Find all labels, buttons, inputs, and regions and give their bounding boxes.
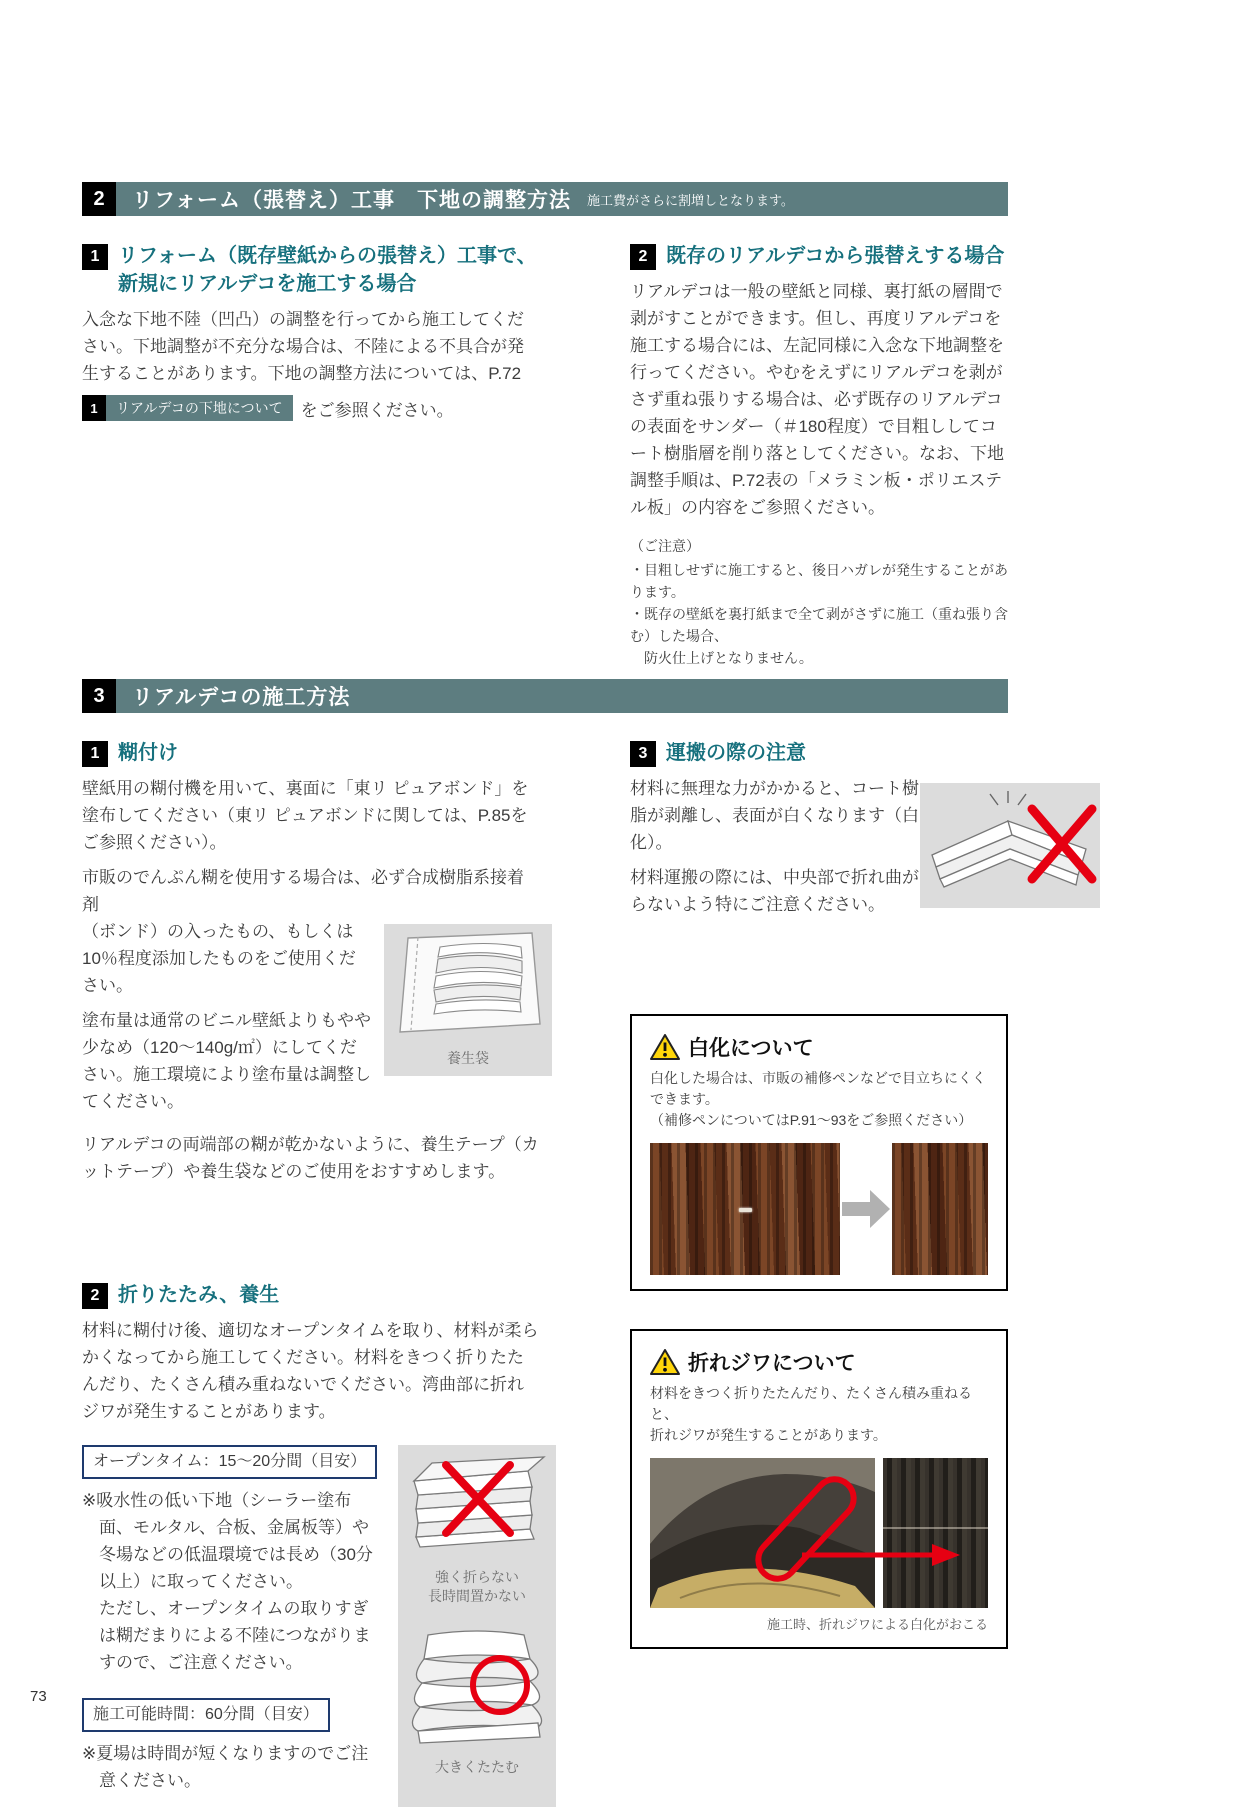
gluing-wrap-zone — [82, 918, 540, 1123]
folding-figures — [398, 1445, 556, 1807]
subsection-title-line2: 新規にリアルデコを施工する場合 — [118, 273, 417, 295]
gluing-paragraph-1: 壁紙用の糊付機を用いて、裏面に「東リ ピュアボンド」を塗布してください（東リ ピュアボンドに関しては、P.85をご参照ください）。 — [82, 779, 529, 852]
folding-note-b: ただし、オープンタイムの取りすぎは糊だまりによる不陸につながりますので、ご注意ください。 — [99, 1599, 371, 1672]
reference-tag[interactable] — [82, 395, 293, 421]
transport-heading — [630, 739, 1008, 767]
folding-note-c: ※夏場は時間が短くなりますのでご注意ください。 — [82, 1744, 369, 1790]
section2-band — [82, 182, 1008, 216]
folding-details-row — [82, 1445, 540, 1807]
gluing-paragraph-4: リアルデコの両端部の糊が乾かないように、養生テープ（カットテープ）や養生袋などのご使用をおすすめします。 — [82, 1135, 539, 1181]
folding-heading — [82, 1281, 540, 1309]
warning-icon — [650, 1348, 680, 1376]
reform-new-body: 入念な下地不陸（凹凸）の調整を行ってから施工してください。下地調整が不充分な場合は、不陸による不具合が発生することがあります。下地の調整方法については、P.72 — [82, 310, 524, 383]
gluing-paragraph-2b: （ボンド）の入ったもの、もしくは10％程度添加したものをご使用ください。 — [82, 922, 356, 995]
subsection-number-badge: 1 — [82, 244, 108, 270]
figure-caption: 養生袋 — [447, 1050, 489, 1066]
subsection-title-line1: 折りたたみ、養生 — [118, 1284, 280, 1306]
subsection-title — [666, 242, 1004, 270]
subsection-title-line1: 糊付け — [118, 742, 178, 764]
crease-title-row — [650, 1347, 988, 1377]
whitening-line-1: 白化した場合は、市販の補修ペンなどで目立ちにくくできます。 — [650, 1070, 986, 1107]
subsection-title — [118, 242, 537, 298]
subsection-number-badge: 3 — [630, 741, 656, 767]
loose-fold-figure — [398, 1625, 556, 1807]
transport-column — [630, 739, 1008, 1807]
section3-band — [82, 679, 1008, 713]
section2-number-badge: 2 — [82, 182, 116, 216]
folding-note-a: ※吸水性の低い下地（シーラー塗布面、モルタル、合板、金属板等）や冬場などの低温環境では長め（30分以上）に取ってください。 — [82, 1491, 373, 1591]
subsection-title — [118, 1281, 279, 1309]
reference-line — [82, 395, 540, 421]
arrow-right-icon — [840, 1184, 892, 1234]
subsection-number-badge: 2 — [630, 244, 656, 270]
subsection-title-line1: 運搬の際の注意 — [666, 742, 806, 764]
section2-columns — [82, 242, 1008, 669]
whitening-info-box — [630, 1014, 1008, 1291]
whitening-title-row — [650, 1032, 988, 1062]
crease-result-photo — [883, 1458, 988, 1608]
subsection-title — [666, 739, 806, 767]
reform-existing-subsection — [630, 242, 1008, 669]
crease-line-2: 折れジワが発生することがあります。 — [650, 1427, 887, 1443]
subsection-title-line1: 既存のリアルデコから張替えする場合 — [666, 245, 1005, 267]
folded-material-photo — [650, 1458, 875, 1608]
loose-fold-illustration — [398, 1625, 556, 1753]
transport-body-1: 材料に無理な力がかかると、コート樹脂が剥離し、表面が白くなります（白化）。 — [630, 779, 919, 852]
caution-item: 防火仕上げとなりません。 — [644, 650, 813, 666]
whitening-before-after — [650, 1143, 988, 1275]
wood-sample-after — [892, 1143, 988, 1275]
arrow-cell — [840, 1184, 892, 1234]
crease-info-box — [630, 1329, 1008, 1649]
reform-new-heading — [82, 242, 540, 298]
figure-caption: 強く折らない 長時間置かない — [428, 1569, 526, 1604]
section3-title: リアルデコの施工方法 — [132, 686, 351, 709]
caution-title: （ご注意） — [630, 538, 700, 554]
folding-notes — [82, 1445, 384, 1807]
page-content — [82, 182, 1008, 1807]
tight-fold-illustration — [398, 1445, 556, 1563]
warning-icon — [650, 1033, 680, 1061]
subsection-title-line1: リフォーム（既存壁紙からの張替え）工事で、 — [118, 245, 537, 267]
protection-bag-illustration — [384, 926, 552, 1044]
transport-block — [630, 775, 1008, 918]
protection-bag-figure — [384, 924, 552, 1076]
reform-existing-body: リアルデコは一般の壁紙と同様、裏打紙の層間で剥がすことができます。但し、再度リアルデコを施工する場合には、左記同様に入念な下地調整を行ってください。やむをえずにリアルデコを剥がさず重ね張りする場合は、必ず既存のリアルデコの表面をサンダー（＃180程度）で目粗ししてコート樹脂層を削り落としてください。なお、下地調整手順は、P.72表の「メラミン板・ポリエステル板」の内容をご参照ください。 — [630, 282, 1004, 517]
reference-tag-label: リアルデコの下地について — [106, 395, 293, 421]
section2-subtitle: 施工費がさらに割増しとなります。 — [586, 192, 794, 208]
reform-existing-heading — [630, 242, 1008, 270]
caution-item: ・目粗しせずに施工すると、後日ハガレが発生することがあります。 — [630, 562, 1008, 600]
subsection-number-badge: 2 — [82, 1283, 108, 1309]
gluing-paragraph-3: 塗布量は通常のビニル壁紙よりもやや少なめ（120〜140g/㎡）にしてください。施工環境により塗布量は調整してください。 — [82, 1011, 371, 1111]
transport-text — [630, 775, 922, 918]
reform-new-subsection — [82, 242, 540, 669]
caution-item: ・既存の壁紙を裏打紙まで全て剥がさずに施工（重ね張り含む）した場合、 — [630, 606, 1008, 644]
open-time-box: オープンタイム：15〜20分間（目安） — [82, 1445, 377, 1479]
gluing-heading — [82, 739, 540, 767]
folding-body: 材料に糊付け後、適切なオープンタイムを取り、材料が柔らかくなってから施工してください。材料をきつく折りたたんだり、たくさん積み重ねないでください。湾曲部に折れジワが発生することがあります。 — [82, 1321, 539, 1421]
whitening-line-2: （補修ペンについてはP.91〜93をご参照ください） — [650, 1112, 973, 1128]
do-not-bend-illustration — [920, 783, 1100, 908]
crease-caption: 施工時、折れジワによる白化がおこる — [766, 1617, 988, 1632]
reference-tag-number: 1 — [82, 395, 106, 421]
wood-sample-before — [650, 1143, 840, 1275]
whitening-title: 白化について — [688, 1037, 814, 1060]
crease-photos — [650, 1458, 988, 1608]
transport-warning-figure — [920, 783, 1100, 908]
section3-columns — [82, 739, 1008, 1807]
subsection-title — [118, 739, 178, 767]
transport-body-2: 材料運搬の際には、中央部で折れ曲がらないよう特にご注意ください。 — [630, 868, 919, 914]
crease-line-1: 材料をきつく折りたたんだり、たくさん積み重ねると、 — [650, 1385, 972, 1422]
gluing-paragraph-2a: 市販のでんぷん糊を使用する場合は、必ず合成樹脂系接着剤 — [82, 868, 524, 914]
work-time-box: 施工可能時間：60分間（目安） — [82, 1698, 330, 1732]
do-not-fold-figure — [398, 1445, 556, 1625]
reference-suffix: をご参照ください。 — [300, 400, 454, 420]
gluing-folding-column — [82, 739, 540, 1807]
figure-caption: 大きくたたむ — [435, 1759, 519, 1775]
page-number: 73 — [30, 1688, 47, 1705]
section2-title: リフォーム（張替え）工事 下地の調整方法 — [132, 189, 571, 212]
section3-number-badge: 3 — [82, 679, 116, 713]
crease-title: 折れジワについて — [688, 1352, 856, 1375]
subsection-number-badge: 1 — [82, 741, 108, 767]
